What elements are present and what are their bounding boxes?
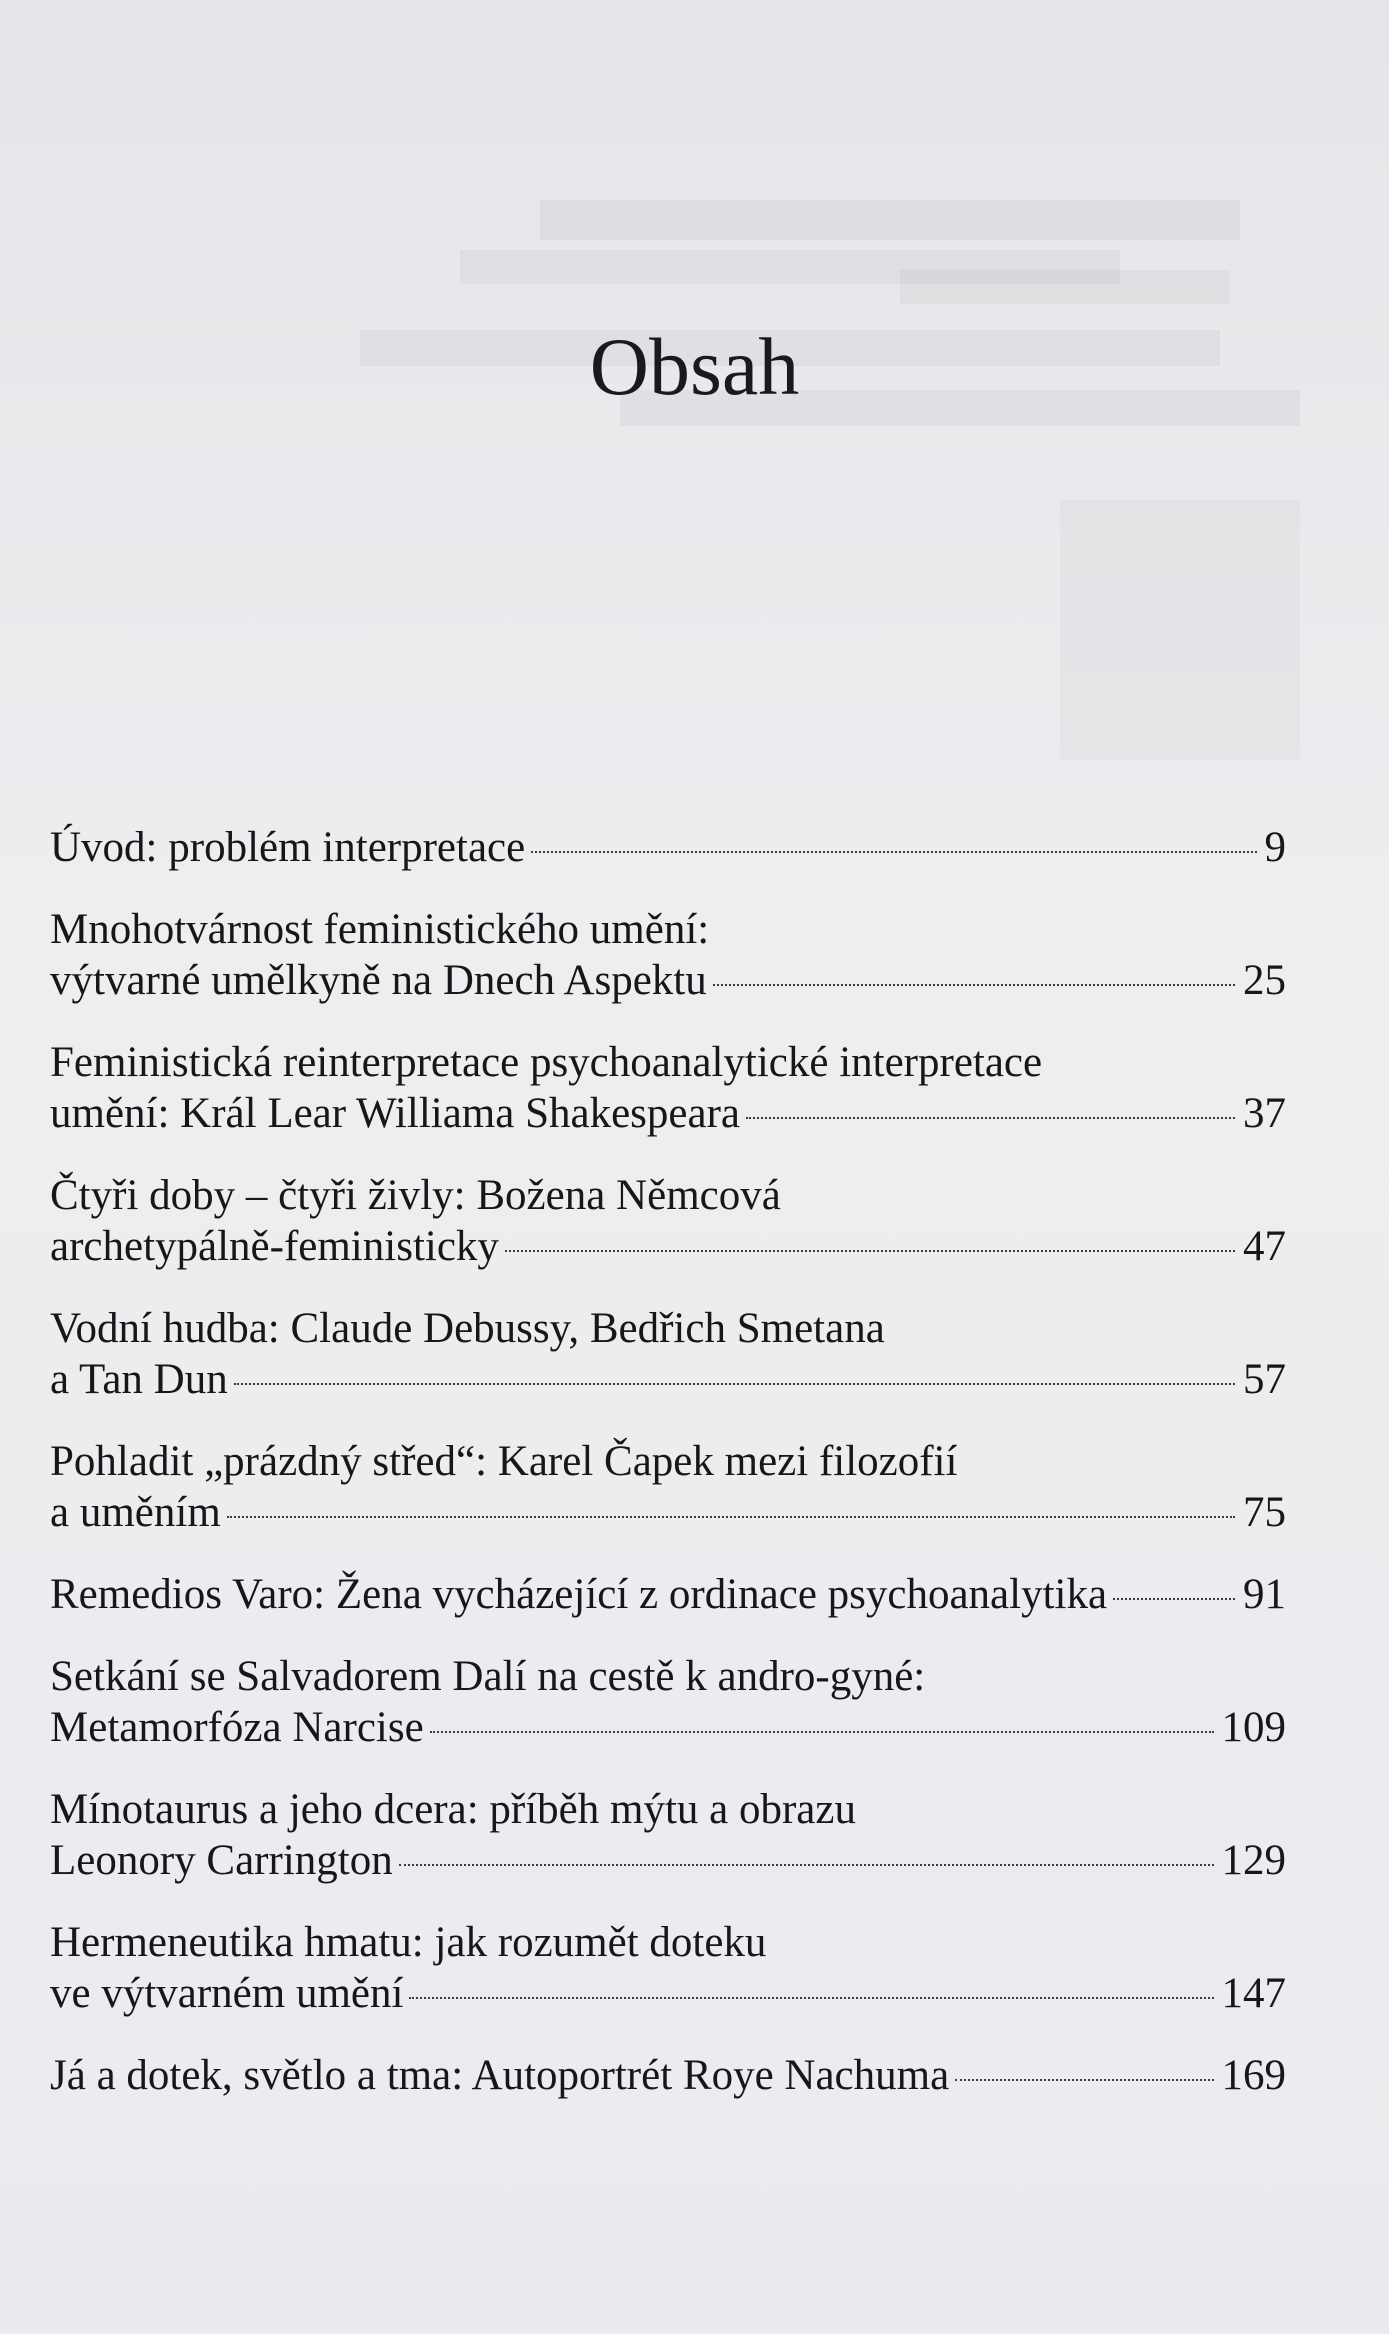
toc-entry-title-line1: Vodní hudba: Claude Debussy, Bedřich Smetana bbox=[50, 1305, 885, 1352]
toc-entry-title-line2: výtvarné umělkyně na Dnech Aspektu bbox=[50, 957, 707, 1004]
toc-entry-title: Já a dotek, světlo a tma: Autoportrét Roye Nachuma bbox=[50, 2052, 950, 2099]
toc-page-number: 47 bbox=[1243, 1223, 1286, 1270]
toc-entry[interactable] bbox=[50, 904, 1286, 1006]
dot-leader bbox=[399, 1864, 1214, 1866]
toc-page-number: 147 bbox=[1221, 1970, 1286, 2017]
dot-leader bbox=[409, 1997, 1213, 1999]
dot-leader bbox=[505, 1250, 1235, 1252]
toc-entry[interactable] bbox=[50, 1784, 1286, 1886]
dot-leader bbox=[713, 984, 1235, 986]
toc-entry[interactable] bbox=[50, 822, 1286, 873]
show-through-line bbox=[540, 200, 1240, 240]
dot-leader bbox=[531, 851, 1256, 853]
toc-entry[interactable] bbox=[50, 1917, 1286, 2019]
toc-page-number: 25 bbox=[1243, 957, 1286, 1004]
toc-entry-title-line2: umění: Král Lear Williama Shakespeara bbox=[50, 1090, 740, 1137]
toc-entry-title: Remedios Varo: Žena vycházející z ordinace psychoanalytika bbox=[50, 1571, 1108, 1618]
toc-page-number: 109 bbox=[1221, 1704, 1286, 1751]
dot-leader bbox=[234, 1383, 1235, 1385]
toc-entry[interactable] bbox=[50, 1651, 1286, 1753]
toc-entry-title-line2: Leonory Carrington bbox=[50, 1837, 393, 1884]
toc-page-number: 91 bbox=[1243, 1571, 1286, 1618]
toc-entry-title-line1: Čtyři doby – čtyři živly: Božena Němcová bbox=[50, 1172, 781, 1219]
toc-entry-title-line2: ve výtvarném umění bbox=[50, 1970, 404, 2017]
toc-entry-title-line2: a Tan Dun bbox=[50, 1356, 228, 1403]
toc-entry[interactable] bbox=[50, 1436, 1286, 1538]
toc-page-number: 129 bbox=[1221, 1837, 1286, 1884]
toc-entry-title-line1: Setkání se Salvadorem Dalí na cestě k andro-gyné: bbox=[50, 1653, 926, 1700]
toc-entry-title: Úvod: problém interpretace bbox=[50, 824, 526, 871]
toc-page-number: 37 bbox=[1243, 1090, 1286, 1137]
toc-entry[interactable] bbox=[50, 1303, 1286, 1405]
toc-page-number: 75 bbox=[1243, 1489, 1286, 1536]
toc-entry-title-line2: a uměním bbox=[50, 1489, 221, 1536]
toc-page-number: 9 bbox=[1264, 824, 1286, 871]
dot-leader bbox=[955, 2079, 1213, 2081]
toc-entry[interactable] bbox=[50, 1170, 1286, 1272]
toc-entry-title-line1: Hermeneutika hmatu: jak rozumět doteku bbox=[50, 1919, 767, 1966]
toc-entry[interactable] bbox=[50, 1569, 1286, 1620]
toc-page-number: 169 bbox=[1221, 2052, 1286, 2099]
toc-entry[interactable] bbox=[50, 2050, 1286, 2101]
toc-page-number: 57 bbox=[1243, 1356, 1286, 1403]
table-of-contents bbox=[50, 822, 1286, 2132]
toc-entry-title-line2: Metamorfóza Narcise bbox=[50, 1704, 424, 1751]
toc-entry-title-line1: Mnohotvárnost feministického umění: bbox=[50, 906, 710, 953]
toc-entry-title-line1: Pohladit „prázdný střed“: Karel Čapek mezi filozofií bbox=[50, 1438, 958, 1485]
dot-leader bbox=[1113, 1598, 1235, 1600]
dot-leader bbox=[746, 1117, 1235, 1119]
toc-entry[interactable] bbox=[50, 1037, 1286, 1139]
dot-leader bbox=[430, 1731, 1214, 1733]
show-through-block bbox=[1060, 500, 1300, 760]
show-through-line bbox=[900, 270, 1230, 304]
toc-entry-title-line1: Feministická reinterpretace psychoanalytické interpretace bbox=[50, 1039, 1043, 1086]
toc-entry-title-line2: archetypálně-feministicky bbox=[50, 1223, 499, 1270]
dot-leader bbox=[227, 1516, 1235, 1518]
page-title: Obsah bbox=[589, 321, 800, 412]
toc-entry-title-line1: Mínotaurus a jeho dcera: příběh mýtu a obrazu bbox=[50, 1786, 856, 1833]
